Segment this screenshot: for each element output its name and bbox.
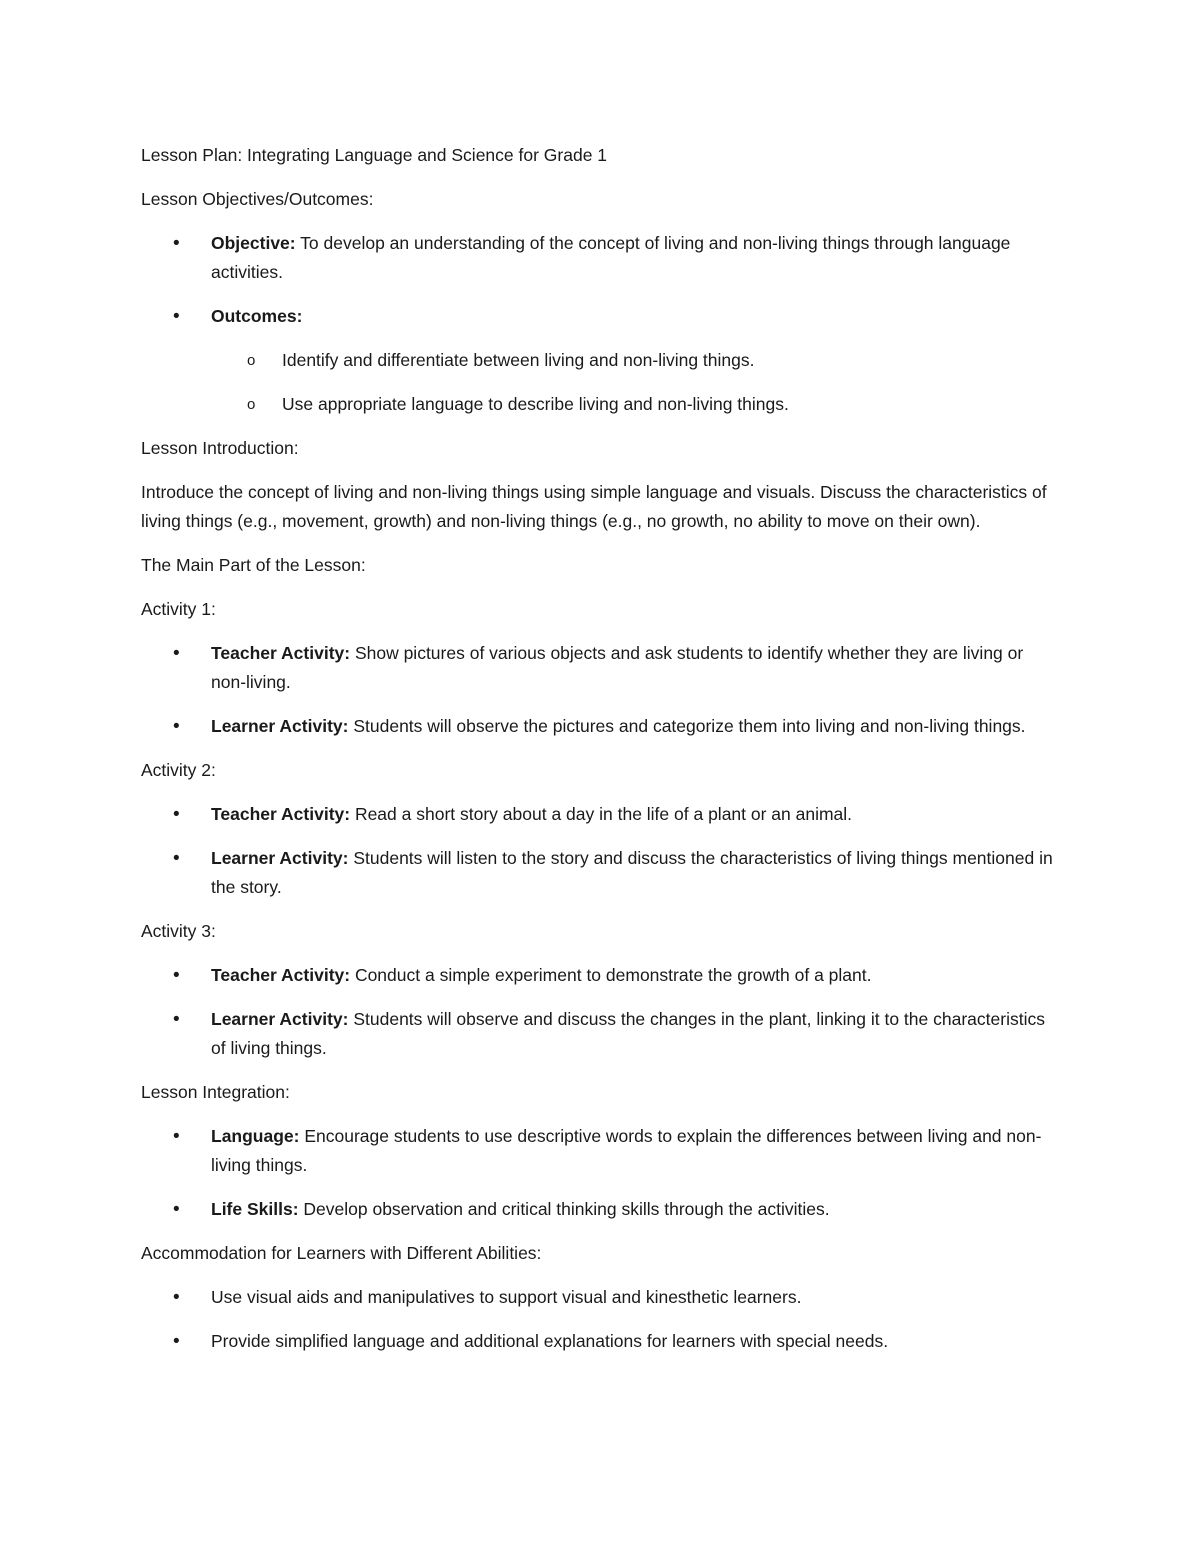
teacher-activity-item (141, 639, 1061, 697)
teacher-activity-text: Show pictures of various objects and ask students to identify whether they are living or non-living. (211, 643, 1024, 692)
accommodation-heading: Accommodation for Learners with Different Abilities: (141, 1243, 542, 1263)
outcomes-list (141, 346, 1061, 419)
integration-heading: Lesson Integration: (141, 1082, 290, 1102)
integration-item (141, 1122, 1061, 1180)
learner-activity-text: Students will listen to the story and discuss the characteristics of living things mentioned in the story. (211, 848, 1053, 897)
activity-list (141, 961, 1061, 1063)
integration-label: Language: (211, 1126, 300, 1146)
teacher-activity-text: Read a short story about a day in the life of a plant or an animal. (350, 804, 853, 824)
outcome-item: o Identify and differentiate between living and non-living things. (141, 346, 1061, 375)
activity-list (141, 639, 1061, 741)
teacher-activity-text: Conduct a simple experiment to demonstrate the growth of a plant. (350, 965, 872, 985)
learner-activity-item (141, 844, 1061, 902)
objective-item (141, 229, 1061, 287)
learner-activity-label: Learner Activity: (211, 848, 349, 868)
activity-list (141, 800, 1061, 902)
integration-text: Encourage students to use descriptive words to explain the differences between living and non-living things. (211, 1126, 1042, 1175)
teacher-activity-label: Teacher Activity: (211, 804, 351, 824)
integration-list (141, 1122, 1061, 1224)
teacher-activity-item (141, 800, 1061, 829)
intro-heading: Lesson Introduction: (141, 438, 299, 458)
accommodation-list (141, 1283, 1061, 1356)
intro-text: Introduce the concept of living and non-living things using simple language and visuals. Discuss the characteristics of living things (e.g., movement, growth) and non-living things (e.g., no growth, no ability to move on their own). (141, 482, 1047, 531)
outcomes-item (141, 302, 1061, 331)
objectives-heading: Lesson Objectives/Outcomes: (141, 189, 374, 209)
learner-activity-text: Students will observe and discuss the changes in the plant, linking it to the characteristics of living things. (211, 1009, 1045, 1058)
teacher-activity-label: Teacher Activity: (211, 965, 351, 985)
outcome-item: o Use appropriate language to describe living and non-living things. (141, 390, 1061, 419)
accommodation-item: • Provide simplified language and additional explanations for learners with special needs. (141, 1327, 1061, 1356)
accommodation-item: • Use visual aids and manipulatives to support visual and kinesthetic learners. (141, 1283, 1061, 1312)
integration-text: Develop observation and critical thinking skills through the activities. (298, 1199, 830, 1219)
objective-label: Objective: (211, 233, 296, 253)
teacher-activity-item (141, 961, 1061, 990)
main-heading: The Main Part of the Lesson: (141, 555, 366, 575)
learner-activity-label: Learner Activity: (211, 1009, 349, 1029)
outcomes-label: Outcomes: (211, 306, 303, 326)
integration-label: Life Skills: (211, 1199, 299, 1219)
learner-activity-label: Learner Activity: (211, 716, 349, 736)
document-page (141, 141, 1061, 1371)
learner-activity-text: Students will observe the pictures and categorize them into living and non-living things. (348, 716, 1026, 736)
teacher-activity-label: Teacher Activity: (211, 643, 351, 663)
lesson-title: Lesson Plan: Integrating Language and Science for Grade 1 (141, 145, 608, 165)
objectives-list (141, 229, 1061, 331)
activity-heading: Activity 1: (141, 599, 216, 619)
activity-heading: Activity 2: (141, 760, 216, 780)
learner-activity-item (141, 1005, 1061, 1063)
integration-item (141, 1195, 1061, 1224)
learner-activity-item (141, 712, 1061, 741)
objective-text: To develop an understanding of the concept of living and non-living things through language activities. (211, 233, 1011, 282)
activity-heading: Activity 3: (141, 921, 216, 941)
